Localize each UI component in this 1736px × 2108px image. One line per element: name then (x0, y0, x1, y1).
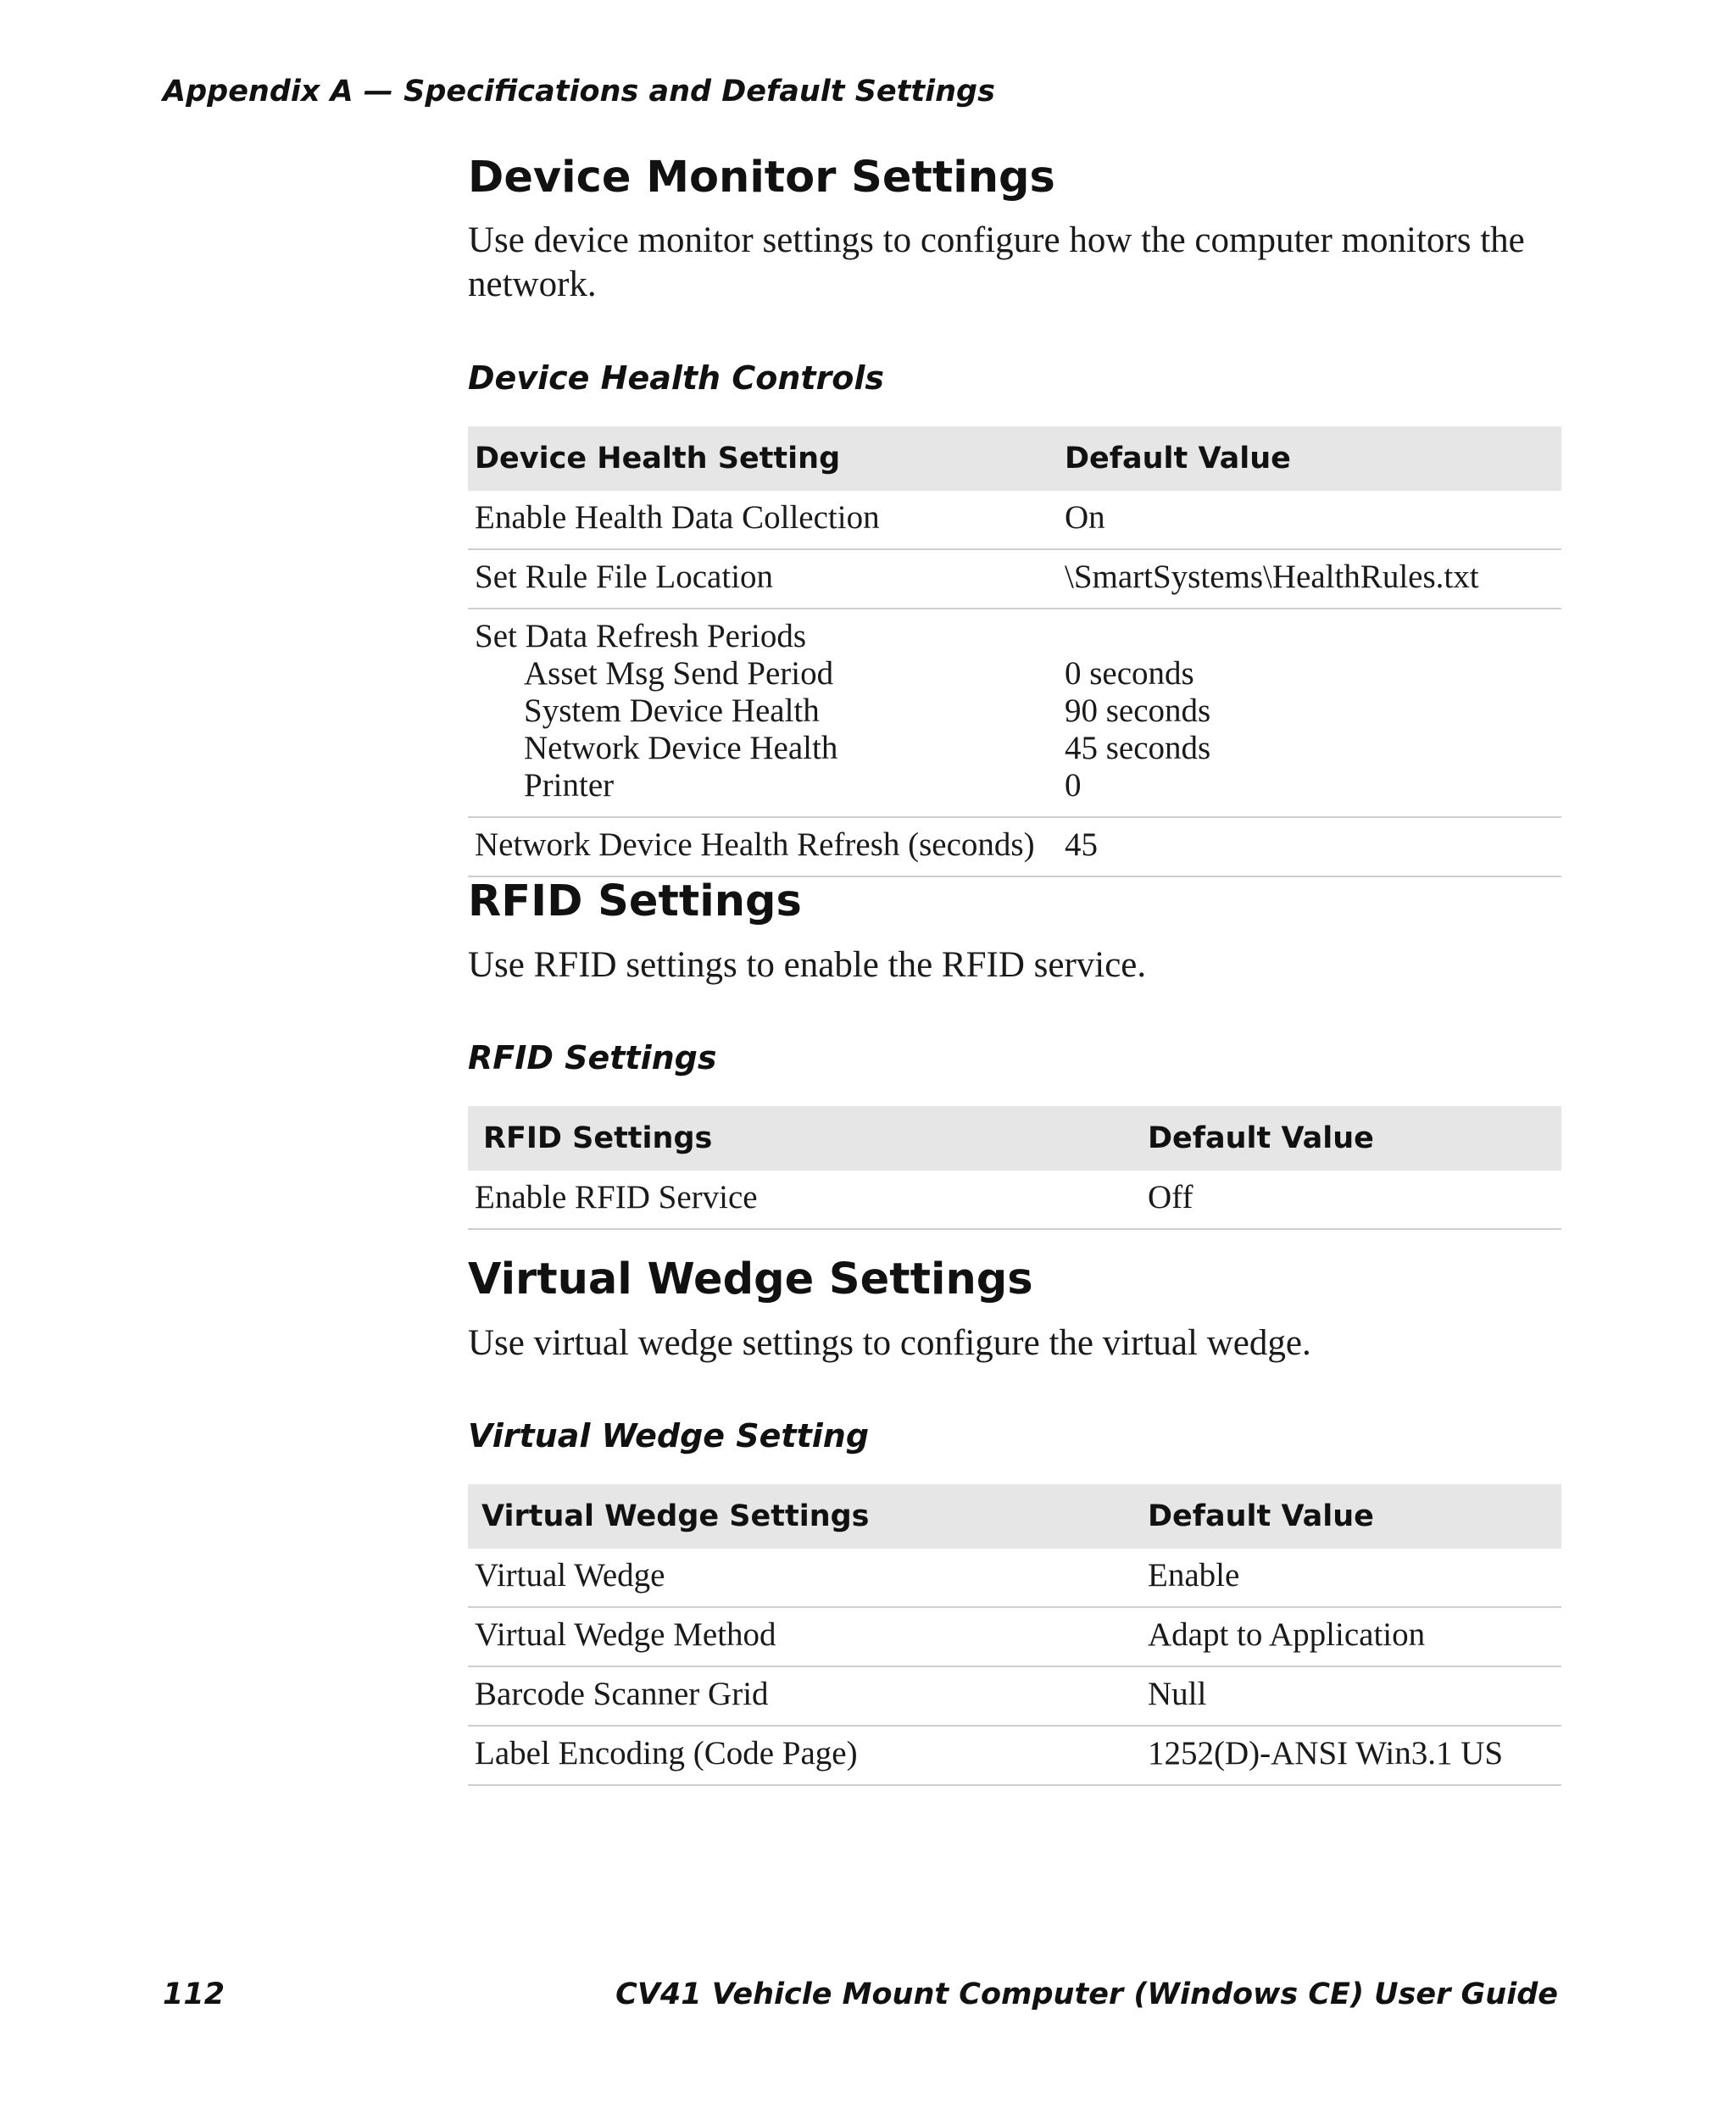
sub-setting-value: 90 seconds (1065, 692, 1211, 729)
setting-cell: Enable Health Data Collection (475, 499, 880, 536)
rfid-table (468, 1106, 1561, 1230)
table-row (468, 1727, 1561, 1786)
value-cell: Adapt to Application (1148, 1616, 1426, 1653)
value-cell: Off (1148, 1179, 1194, 1215)
setting-cell: Barcode Scanner Grid (475, 1676, 769, 1712)
value-cell (1065, 618, 1210, 804)
table-row (468, 1667, 1561, 1727)
section-heading-rfid: RFID Settings (468, 876, 802, 926)
column-header-setting: Virtual Wedge Settings (481, 1499, 870, 1533)
table-header-row (468, 1106, 1561, 1171)
table-title-device-health: Device Health Controls (468, 359, 885, 397)
sub-setting-value: 0 seconds (1065, 655, 1194, 692)
table-row (468, 818, 1561, 877)
virtual-wedge-intro: Use virtual wedge settings to configure the virtual wedge. (468, 1323, 1311, 1363)
sub-setting-label: Asset Msg Send Period (524, 655, 834, 692)
rfid-intro: Use RFID settings to enable the RFID service. (468, 945, 1147, 985)
value-cell: Null (1148, 1676, 1207, 1712)
table-row (468, 1171, 1561, 1230)
setting-group-label: Set Data Refresh Periods (475, 618, 806, 654)
running-header: Appendix A — Specifications and Default Settings (163, 75, 995, 108)
value-cell: \SmartSystems\HealthRules.txt (1065, 559, 1479, 595)
table-row (468, 1608, 1561, 1667)
table-row (468, 491, 1561, 550)
setting-group-value (1065, 618, 1210, 655)
page-number: 112 (163, 1977, 225, 2011)
table-title-rfid: RFID Settings (468, 1039, 717, 1076)
device-health-table (468, 426, 1561, 877)
column-header-setting: RFID Settings (483, 1121, 713, 1155)
footer-guide-title: CV41 Vehicle Mount Computer (Windows CE) User Guide (615, 1977, 1558, 2011)
table-header-row (468, 426, 1561, 491)
table-row (468, 609, 1561, 818)
sub-setting-label: System Device Health (524, 692, 820, 729)
setting-cell (468, 618, 1065, 804)
column-header-default: Default Value (1148, 1499, 1374, 1533)
setting-cell: Virtual Wedge Method (475, 1616, 776, 1653)
value-cell: 45 (1065, 826, 1098, 863)
device-monitor-intro: Use device monitor settings to configure how the computer monitors the network. (468, 220, 1525, 304)
table-title-virtual-wedge: Virtual Wedge Setting (468, 1417, 870, 1454)
column-header-default: Default Value (1065, 442, 1291, 476)
table-header-row (468, 1484, 1561, 1549)
sub-setting-label: Network Device Health (524, 730, 838, 766)
setting-cell: Network Device Health Refresh (seconds) (475, 826, 1035, 863)
section-heading-device-monitor: Device Monitor Settings (468, 153, 1055, 203)
setting-cell: Label Encoding (Code Page) (475, 1735, 858, 1771)
table-row (468, 550, 1561, 609)
value-cell: On (1065, 499, 1105, 536)
sub-setting-value: 45 seconds (1065, 730, 1211, 766)
setting-cell: Set Rule File Location (475, 559, 774, 595)
setting-cell: Virtual Wedge (475, 1557, 665, 1594)
sub-setting-label: Printer (524, 767, 615, 804)
value-cell: 1252(D)-ANSI Win3.1 US (1148, 1735, 1504, 1771)
table-row (468, 1549, 1561, 1608)
section-heading-virtual-wedge: Virtual Wedge Settings (468, 1254, 1033, 1304)
sub-setting-value: 0 (1065, 767, 1082, 804)
value-cell: Enable (1148, 1557, 1240, 1594)
column-header-default: Default Value (1148, 1121, 1374, 1155)
setting-cell: Enable RFID Service (475, 1179, 758, 1215)
column-header-setting: Device Health Setting (475, 442, 841, 476)
virtual-wedge-table (468, 1484, 1561, 1786)
